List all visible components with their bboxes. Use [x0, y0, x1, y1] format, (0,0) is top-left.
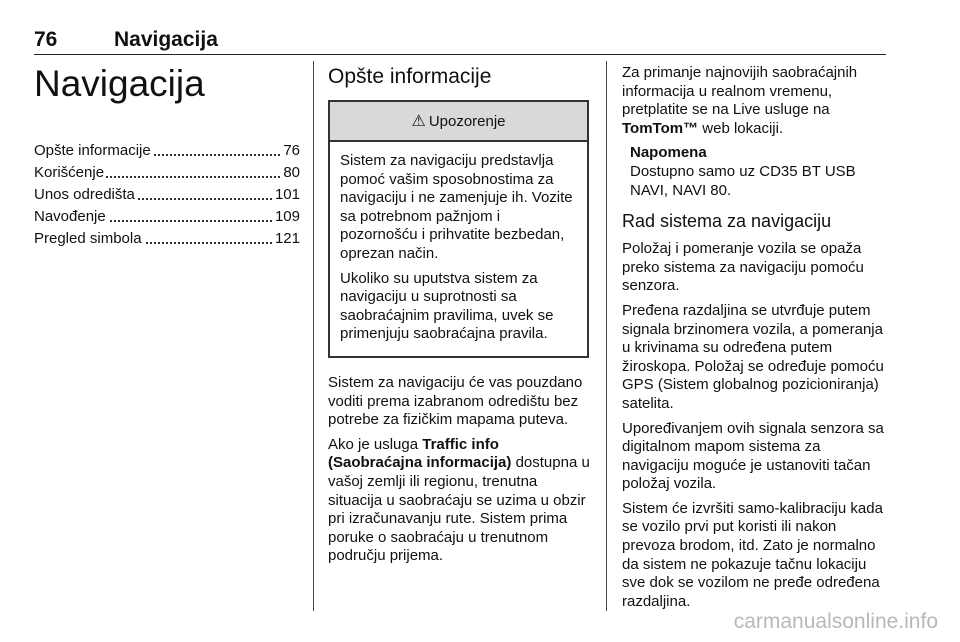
warning-box	[328, 100, 589, 358]
toc-label: Pregled simbola	[34, 230, 142, 247]
page-header	[34, 28, 886, 52]
text-run: Ako je usluga	[328, 435, 423, 453]
tomtom-term: TomTom™	[622, 119, 699, 137]
section-title: Opšte informacije	[328, 65, 492, 88]
body-paragraph	[622, 64, 888, 138]
column-2	[328, 64, 592, 572]
toc-item[interactable]	[34, 206, 300, 228]
warning-paragraph: Ukoliko su uputstva sistem za navigaciju u suprotnosti sa saobraćajnim pravilima, uvek se primenjuju saobraćajna pravila.	[340, 269, 554, 343]
warning-paragraph: Sistem za navigaciju predstavlja pomoć vašim sposobnostima za navigaciju i ne zamenjuje ih. Vozite sa potrebnom pažnjom i pozornošću i prihvatite bezbedan, oprezan način.	[340, 152, 573, 262]
text-run: Za primanje najnovijih saobraćajnih informacija u realnom vremenu, pretplatite se na Live usluge na	[622, 64, 858, 119]
body-paragraph: Sistem će izvršiti samo-kalibraciju kada se vozilo prvi put koristi ili nakon prevoza brodom, itd. Zato je normalno da sistem ne pokazuje tačnu lokaciju sve dok se vozilom ne pređe određena razdaljina.	[622, 499, 883, 610]
warning-header	[330, 102, 587, 142]
page-number: 76	[34, 28, 58, 51]
note-block	[622, 144, 888, 200]
text-run: web lokaciji.	[698, 119, 784, 137]
column-divider-2	[606, 61, 607, 611]
watermark: carmanualsonline.info	[733, 610, 938, 633]
toc-item[interactable]	[34, 184, 300, 206]
toc-label: Navođenje	[34, 208, 106, 225]
header-title: Navigacija	[114, 28, 218, 51]
header-rule	[34, 54, 886, 55]
column-1	[34, 64, 300, 250]
toc-label: Unos odredišta	[34, 186, 135, 203]
note-text: Dostupno samo uz CD35 BT USB NAVI, NAVI 80.	[630, 162, 856, 199]
warning-label: Upozorenje	[428, 112, 506, 130]
section-body	[328, 374, 592, 566]
toc-page: 80	[281, 162, 300, 184]
toc-page: 121	[273, 228, 300, 250]
body-paragraph: Upoređivanjem ovih signala senzora sa digitalnom mapom sistema za navigaciju moguće je ustanoviti tačan položaj vozila.	[622, 419, 884, 493]
body-paragraph: Pređena razdaljina se utvrđuje putem signala brzinomera vozila, a pomeranja u krivinama su određena putem žiroskopa. Položaj se određuje pomoću GPS (Sistem globalnog pozicioniranja) satelita.	[622, 301, 884, 412]
warning-icon: ⚠	[411, 113, 426, 130]
toc-item[interactable]	[34, 228, 300, 250]
note-title: Napomena	[630, 144, 707, 162]
toc-page: 109	[273, 206, 300, 228]
toc-label: Opšte informacije	[34, 142, 151, 159]
column-divider-1	[313, 61, 314, 611]
toc-page: 101	[273, 184, 300, 206]
body-paragraph: Položaj i pomeranje vozila se opaža preko sistema za navigaciju pomoću senzora.	[622, 240, 864, 295]
toc-item[interactable]	[34, 162, 300, 184]
toc-item[interactable]	[34, 140, 300, 162]
subsection-title: Rad sistema za navigaciju	[622, 211, 832, 232]
text-run: dostupna u vašoj zemlji ili regionu, trenutna situacija u saobraćaju se uzima u obzir pri izračunavanju rute. Sistem prima poruke o saobraćaju u trenutnom području prijema.	[328, 454, 590, 565]
table-of-contents	[34, 140, 300, 250]
column-3	[622, 64, 888, 617]
toc-page: 76	[281, 140, 300, 162]
traffic-info-term: Traffic info (Saobraćajna informacija)	[328, 435, 512, 472]
body-paragraph	[328, 436, 592, 566]
body-paragraph: Sistem za navigaciju će vas pouzdano voditi prema izabranom odredištu bez potrebe za fizičkim mapama puteva.	[328, 373, 583, 429]
chapter-title: Navigacija	[34, 63, 205, 104]
toc-label: Korišćenje	[34, 164, 105, 181]
warning-body	[330, 142, 587, 356]
